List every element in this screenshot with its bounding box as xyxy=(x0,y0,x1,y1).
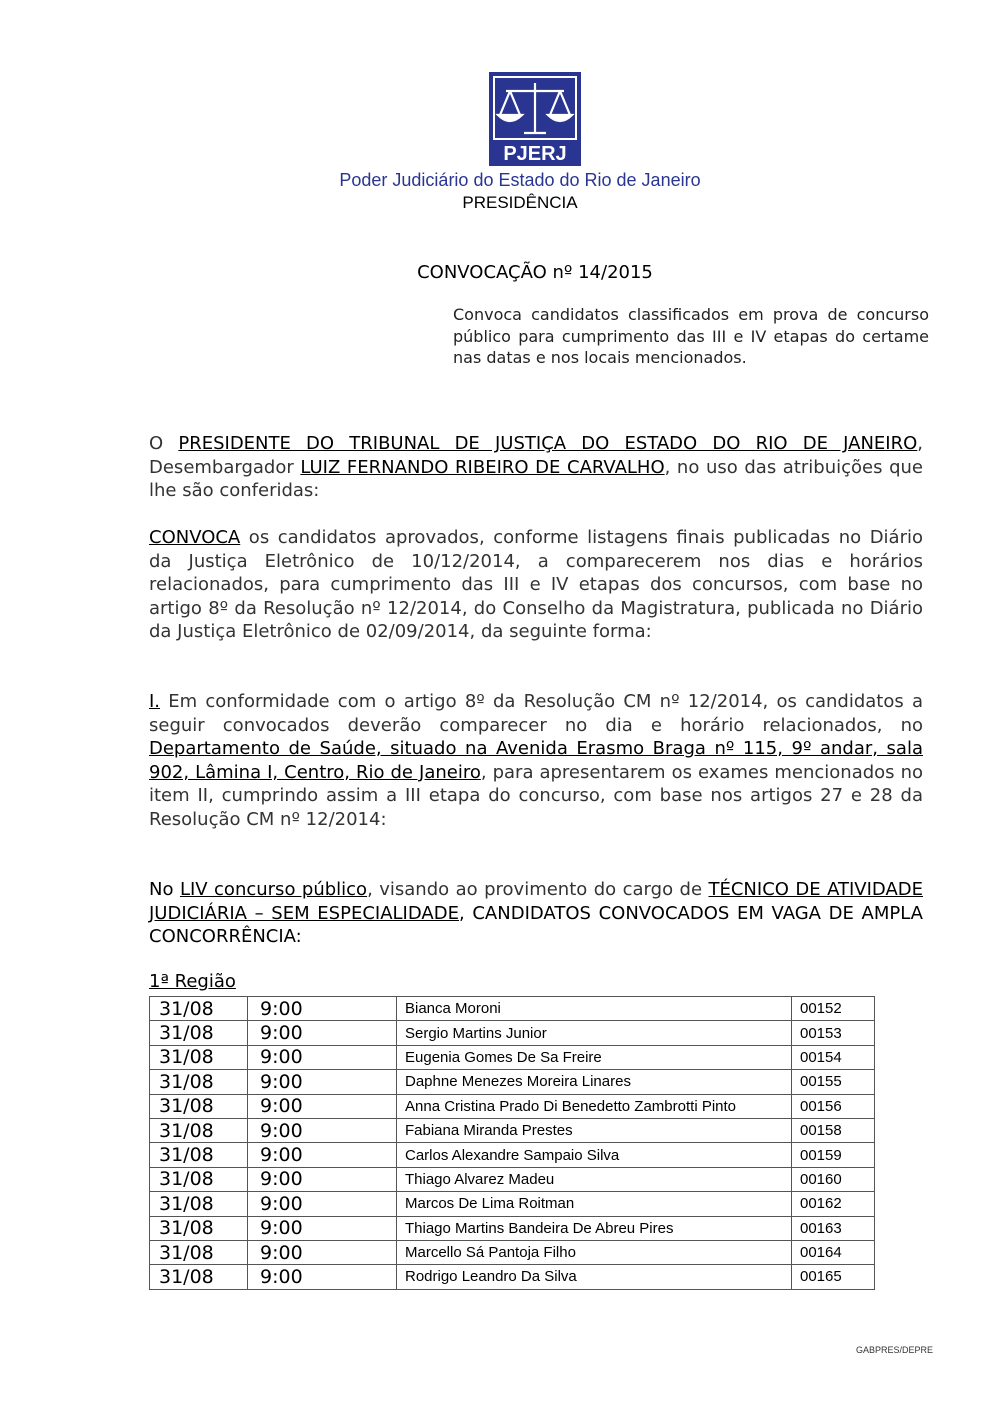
candidate-name: Eugenia Gomes De Sa Freire xyxy=(397,1045,792,1069)
contest-tail: , CANDIDATOS CONVOCADOS EM VAGA DE AMPLA CONCORRÊNCIA: xyxy=(149,902,923,948)
contest-name: LIV concurso público xyxy=(179,879,368,900)
table-row xyxy=(150,1265,875,1289)
intro-tail: , no uso das atribuições que lhe são conferidas: xyxy=(149,456,924,502)
department: PRESIDÊNCIA xyxy=(462,193,578,212)
candidate-name: Thiago Martins Bandeira De Abreu Pires xyxy=(397,1216,792,1240)
org-name: Poder Judiciário do Estado do Rio de Janeiro xyxy=(339,170,701,190)
candidate-name: Carlos Alexandre Sampaio Silva xyxy=(397,1143,792,1167)
candidate-time: 9:00 xyxy=(248,1143,397,1167)
role-name: TÉCNICO DE ATIVIDADE JUDICIÁRIA – SEM ESPECIALIDADE xyxy=(149,879,923,924)
paragraph-item-i xyxy=(149,690,923,832)
intro-mid: , Desembargador xyxy=(149,433,923,478)
table-row xyxy=(150,1094,875,1118)
candidate-name: Daphne Menezes Moreira Linares xyxy=(397,1070,792,1094)
footer-code: GABPRES/DEPRE xyxy=(856,1345,934,1355)
table-row xyxy=(150,997,875,1021)
item-i-text2: , para apresentarem os exames mencionados no item II, cumprindo assim a III etapa do concurso, com base nos artigos 27 e 28 da Resolução CM nº 12/2014: xyxy=(149,761,923,830)
ementa: Convoca candidatos classificados em prova de concurso público para cumprimento das III e IV etapas do certame nas datas e nos locais mencionados. xyxy=(453,305,929,367)
candidates-table xyxy=(149,996,875,1290)
candidate-time: 9:00 xyxy=(248,1192,397,1216)
paragraph-intro xyxy=(149,432,923,503)
paragraph-convoca xyxy=(149,526,923,644)
candidate-number: 00152 xyxy=(792,997,875,1021)
candidate-date: 31/08 xyxy=(150,1070,248,1094)
candidate-date: 31/08 xyxy=(150,1240,248,1264)
convoca-text: os candidatos aprovados, conforme listagens finais publicadas no Diário da Justiça Eletrônico de 10/12/2014, a comparecerem nos dias e horários relacionados, para cumprimento das III e IV etapas dos concursos, com base no artigo 8º da Resolução nº 12/2014, do Conselho da Magistratura, publicada no Diário da Justiça Eletrônico de 02/09/2014, da seguinte forma: xyxy=(149,527,923,643)
candidate-name: Thiago Alvarez Madeu xyxy=(397,1167,792,1191)
table-row xyxy=(150,1240,875,1264)
document-title: CONVOCAÇÃO nº 14/2015 xyxy=(417,262,653,283)
candidate-number: 00153 xyxy=(792,1021,875,1045)
candidate-name: Sergio Martins Junior xyxy=(397,1021,792,1045)
candidate-number: 00155 xyxy=(792,1070,875,1094)
candidate-name: Marcos De Lima Roitman xyxy=(397,1192,792,1216)
candidate-number: 00156 xyxy=(792,1094,875,1118)
intro-lead: O xyxy=(149,433,179,454)
candidate-name: Anna Cristina Prado Di Benedetto Zambrotti Pinto xyxy=(397,1094,792,1118)
exam-location: Departamento de Saúde, situado na Avenida Erasmo Braga nº 115, 9º andar, sala 902, Lâmina I, Centro, Rio de Janeiro xyxy=(149,738,923,783)
candidate-date: 31/08 xyxy=(150,1192,248,1216)
table-row xyxy=(150,1192,875,1216)
candidate-date: 31/08 xyxy=(150,1094,248,1118)
candidate-number: 00162 xyxy=(792,1192,875,1216)
candidate-number: 00165 xyxy=(792,1265,875,1289)
candidate-name: Fabiana Miranda Prestes xyxy=(397,1118,792,1142)
table-row xyxy=(150,1118,875,1142)
candidate-date: 31/08 xyxy=(150,1118,248,1142)
candidate-time: 9:00 xyxy=(248,1021,397,1045)
table-row xyxy=(150,1216,875,1240)
item-i-lead: I. xyxy=(149,691,161,712)
table-row xyxy=(150,1021,875,1045)
candidate-name: Marcello Sá Pantoja Filho xyxy=(397,1240,792,1264)
candidate-number: 00163 xyxy=(792,1216,875,1240)
candidate-number: 00154 xyxy=(792,1045,875,1069)
candidate-date: 31/08 xyxy=(150,1265,248,1289)
logo-text: PJERJ xyxy=(503,143,567,165)
candidate-time: 9:00 xyxy=(248,997,397,1021)
candidate-name: Bianca Moroni xyxy=(397,997,792,1021)
candidate-date: 31/08 xyxy=(150,1045,248,1069)
table-row xyxy=(150,1143,875,1167)
candidate-name: Rodrigo Leandro Da Silva xyxy=(397,1265,792,1289)
candidate-time: 9:00 xyxy=(248,1240,397,1264)
contest-lead: No xyxy=(149,879,180,900)
candidate-number: 00164 xyxy=(792,1240,875,1264)
region-label: 1ª Região xyxy=(149,971,236,992)
convoca-lead: CONVOCA xyxy=(149,527,241,548)
candidate-date: 31/08 xyxy=(150,1021,248,1045)
candidate-number: 00160 xyxy=(792,1167,875,1191)
table-row xyxy=(150,1167,875,1191)
candidate-time: 9:00 xyxy=(248,1094,397,1118)
candidate-number: 00159 xyxy=(792,1143,875,1167)
candidate-time: 9:00 xyxy=(248,1045,397,1069)
candidate-date: 31/08 xyxy=(150,1216,248,1240)
contest-mid: , visando ao provimento do cargo de xyxy=(367,879,709,900)
candidate-date: 31/08 xyxy=(150,1143,248,1167)
president-name: LUIZ FERNANDO RIBEIRO DE CARVALHO xyxy=(300,456,665,478)
candidate-number: 00158 xyxy=(792,1118,875,1142)
item-i-text1: Em conformidade com o artigo 8º da Resolução CM nº 12/2014, os candidatos a seguir convocados deverão comparecer no dia e horário relacionados, no xyxy=(149,691,923,736)
pjerj-logo xyxy=(488,71,582,167)
candidate-time: 9:00 xyxy=(248,1265,397,1289)
candidate-time: 9:00 xyxy=(248,1216,397,1240)
candidate-time: 9:00 xyxy=(248,1070,397,1094)
candidate-time: 9:00 xyxy=(248,1167,397,1191)
table-row xyxy=(150,1045,875,1069)
table-row xyxy=(150,1070,875,1094)
authority-title: PRESIDENTE DO TRIBUNAL DE JUSTIÇA DO ESTADO DO RIO DE JANEIRO xyxy=(178,433,918,454)
candidate-date: 31/08 xyxy=(150,1167,248,1191)
candidate-date: 31/08 xyxy=(150,997,248,1021)
candidate-time: 9:00 xyxy=(248,1118,397,1142)
paragraph-contest xyxy=(149,878,923,949)
